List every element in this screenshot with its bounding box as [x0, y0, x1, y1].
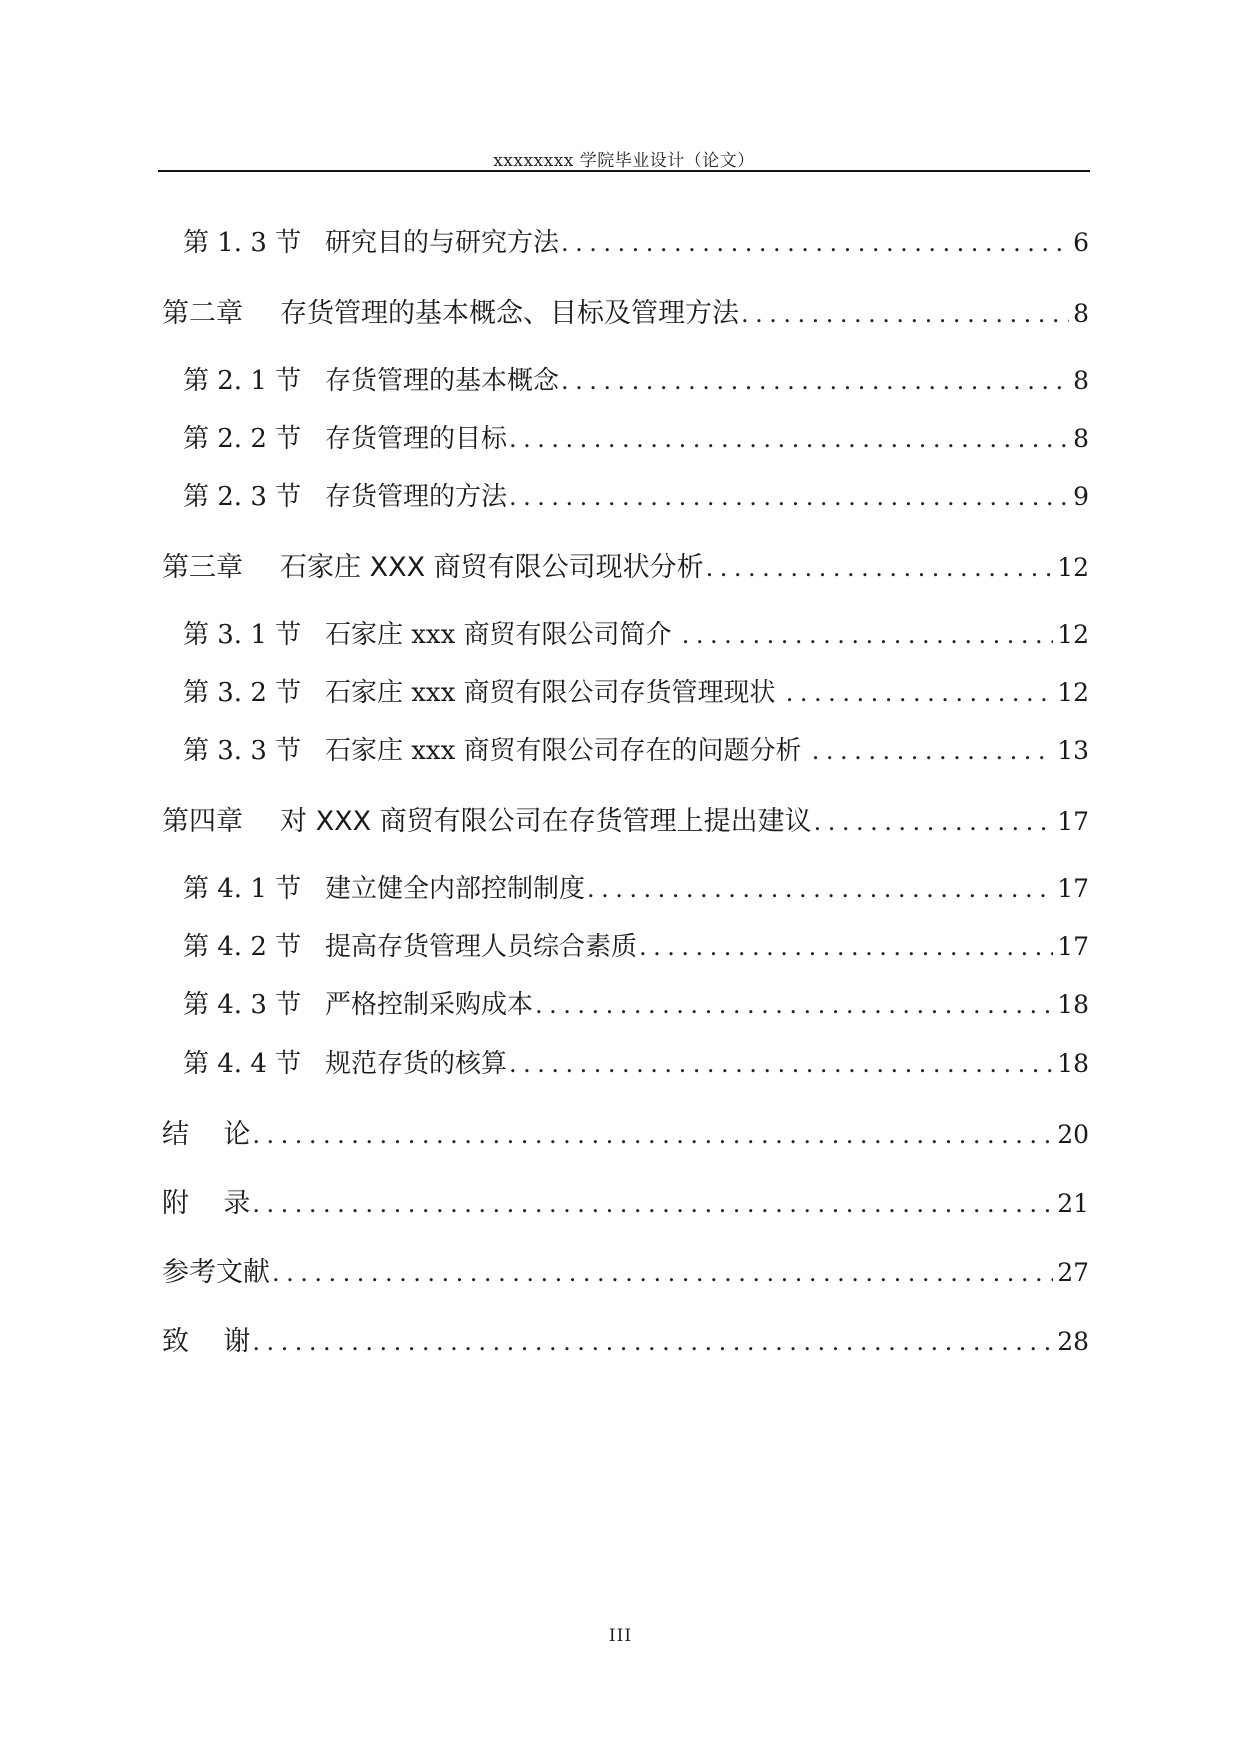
toc-entry-section-2-3[interactable] [183, 476, 1089, 512]
toc-entry-appendix[interactable] [162, 1181, 1089, 1217]
toc-number: 第二章 [162, 298, 243, 329]
toc-entry-chapter-4[interactable] [162, 799, 1089, 835]
toc-entry-section-3-2[interactable] [183, 672, 1089, 708]
toc-page-number: 18 [1057, 990, 1089, 1019]
toc-number: 第 4. 1 节 [183, 874, 302, 904]
dot-leader [587, 875, 1053, 903]
toc-title: 石家庄 xxx 商贸有限公司存在的问题分析 [325, 736, 810, 766]
toc-number: 第 3. 3 节 [183, 736, 302, 766]
toc-number: 第三章 [162, 552, 243, 583]
toc-number: 第四章 [162, 806, 243, 837]
toc-number: 第 3. 1 节 [183, 620, 302, 650]
toc-entry-references[interactable] [162, 1250, 1089, 1286]
dot-leader [814, 808, 1054, 836]
toc-title: 提高存货管理人员综合素质 [325, 932, 638, 962]
dot-leader [639, 933, 1053, 961]
toc-title: 存货管理的方法 [325, 482, 508, 512]
toc-number: 第 1. 3 节 [183, 228, 302, 258]
toc-page-number: 12 [1057, 553, 1089, 582]
toc-number: 致 谢 [162, 1326, 251, 1357]
dot-leader [812, 737, 1053, 765]
page-header-title: xxxxxxxx 学院毕业设计（论文） [493, 151, 755, 171]
toc-number: 第 4. 4 节 [183, 1049, 302, 1079]
dot-leader [561, 229, 1069, 257]
toc-number: 第 2. 1 节 [183, 366, 302, 396]
toc-title: 存货管理的目标 [325, 424, 508, 454]
dot-leader [741, 300, 1069, 328]
toc-title: 规范存货的核算 [325, 1049, 508, 1079]
toc-page-number: 17 [1057, 874, 1089, 903]
dot-leader [272, 1259, 1053, 1287]
dot-leader [252, 1190, 1053, 1218]
toc-page-number: 17 [1057, 932, 1089, 961]
toc-page-number: 17 [1057, 807, 1089, 836]
toc-entry-acknowledgements[interactable] [162, 1319, 1089, 1355]
dot-leader [509, 425, 1069, 453]
toc-number: 第 4. 2 节 [183, 932, 302, 962]
dot-leader [786, 679, 1053, 707]
dot-leader [535, 991, 1053, 1019]
dot-leader [252, 1328, 1053, 1356]
toc-page-number: 9 [1073, 482, 1089, 511]
toc-page-number: 28 [1057, 1327, 1089, 1356]
toc-title: 严格控制采购成本 [325, 990, 534, 1020]
toc-page-number: 12 [1057, 620, 1089, 649]
toc-title: 石家庄 xxx 商贸有限公司简介 [325, 620, 680, 650]
dot-leader [509, 1050, 1053, 1078]
toc-number: 第 2. 2 节 [183, 424, 302, 454]
toc-entry-section-2-2[interactable] [183, 418, 1089, 454]
toc-number: 第 4. 3 节 [183, 990, 302, 1020]
toc-title: 建立健全内部控制制度 [325, 874, 586, 904]
toc-page-number: 8 [1073, 424, 1089, 453]
toc-entry-section-4-4[interactable] [183, 1043, 1089, 1079]
toc-number: 结 论 [162, 1119, 251, 1150]
toc-page-number: 12 [1057, 678, 1089, 707]
toc-entry-section-4-1[interactable] [183, 868, 1089, 904]
dot-leader [682, 621, 1053, 649]
toc-entry-section-4-2[interactable] [183, 926, 1089, 962]
toc-page-number: 13 [1057, 736, 1089, 765]
toc-entry-chapter-2[interactable] [162, 291, 1089, 327]
toc-entry-chapter-3[interactable] [162, 545, 1089, 581]
toc-title: 对 XXX 商贸有限公司在存货管理上提出建议 [280, 806, 812, 837]
toc-page-number: 27 [1057, 1258, 1089, 1287]
toc-entry-section-3-3[interactable] [183, 730, 1089, 766]
toc-page-number: 21 [1057, 1189, 1089, 1218]
toc-title: 研究目的与研究方法 [325, 228, 560, 258]
dot-leader [252, 1121, 1053, 1149]
dot-leader [509, 483, 1069, 511]
page-number-footer: III [608, 1626, 633, 1646]
toc-page-number: 20 [1057, 1120, 1089, 1149]
toc-entry-conclusion[interactable] [162, 1112, 1089, 1148]
toc-entry-section-1-3[interactable] [183, 222, 1089, 258]
toc-number: 第 3. 2 节 [183, 678, 302, 708]
toc-number: 第 2. 3 节 [183, 482, 302, 512]
dot-leader [706, 554, 1054, 582]
toc-title: 存货管理的基本概念、目标及管理方法 [280, 298, 739, 329]
toc-page-number: 18 [1057, 1049, 1089, 1078]
toc-title: 石家庄 xxx 商贸有限公司存货管理现状 [325, 678, 784, 708]
toc-entry-section-2-1[interactable] [183, 360, 1089, 396]
toc-number: 参考文献 [162, 1257, 270, 1288]
toc-entry-section-4-3[interactable] [183, 984, 1089, 1020]
toc-page-number: 8 [1073, 366, 1089, 395]
toc-title: 存货管理的基本概念 [325, 366, 560, 396]
dot-leader [561, 367, 1069, 395]
toc-entry-section-3-1[interactable] [183, 614, 1089, 650]
toc-title: 石家庄 XXX 商贸有限公司现状分析 [280, 552, 704, 583]
toc-number: 附 录 [162, 1188, 251, 1219]
toc-page-number: 6 [1073, 228, 1089, 257]
toc-page-number: 8 [1073, 299, 1089, 328]
